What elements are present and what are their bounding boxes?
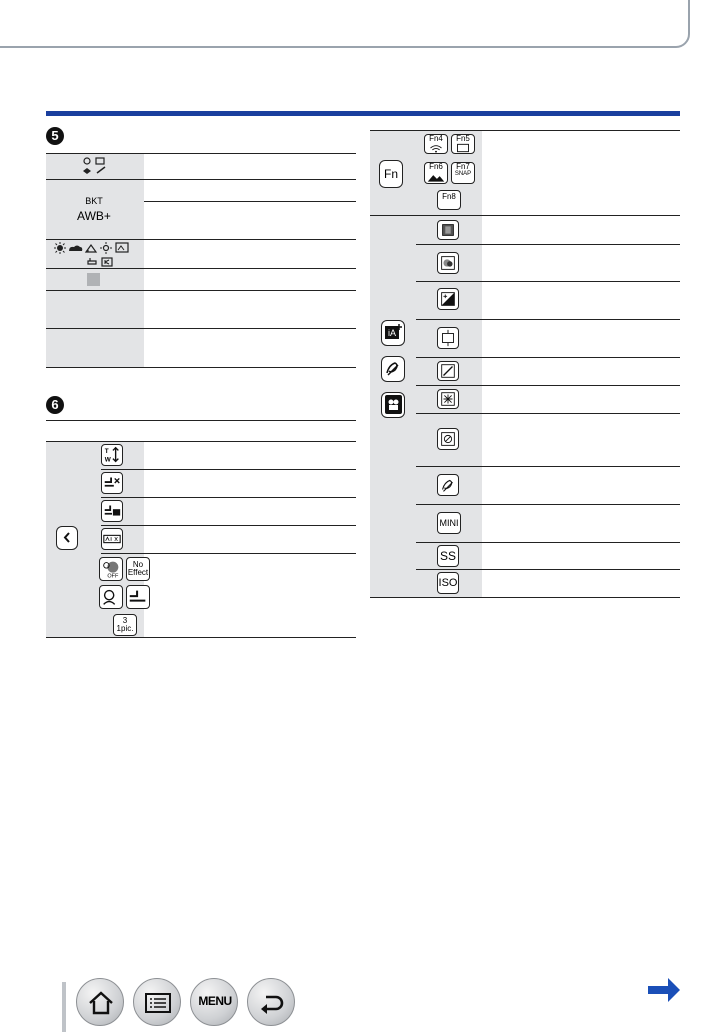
table-rule [370,215,680,216]
contents-button[interactable] [133,978,181,1026]
table-rule [416,542,680,543]
scene-icons [78,156,112,178]
table-rule [416,281,680,282]
white-balance-icons [52,242,138,268]
section-6-marker: 6 [46,396,64,414]
left-arrow-button[interactable] [56,526,78,550]
one-pic-top: 3 [122,616,128,625]
fn6-label: Fn6 [429,162,443,171]
table-rule [46,420,356,421]
section-rule [46,111,680,116]
one-pic-bottom: 1pic. [116,624,134,633]
one-pic-icon [113,614,137,636]
fn8-icon[interactable] [437,190,461,210]
section-5-marker: 5 [46,127,64,145]
table-rule [101,525,356,526]
back-button[interactable] [247,978,295,1026]
monochrome-frame-icon [437,220,459,240]
table-rule [416,319,680,320]
fn4-wifi-icon[interactable] [424,134,448,154]
filter-off-icon [99,557,123,581]
table-rule [46,367,356,368]
table-rule [46,637,356,638]
table-rule [101,469,356,470]
mini-icon: MINI [437,512,461,534]
list-icon [143,988,173,1018]
svg-text:W: W [104,456,111,464]
fn7-label: Fn7 [456,162,470,171]
home-icon [86,988,116,1018]
creative-brush-icon [437,474,459,496]
svg-text:T: T [104,448,109,456]
table-rule [416,569,680,570]
zoom-tw-icon [101,444,123,466]
table-rule [416,413,680,414]
fn4-label: Fn4 [429,134,443,143]
no-effect-icon [126,557,150,581]
table-rule [416,504,680,505]
table-rule [46,239,356,240]
table-rule [416,244,680,245]
defocus-icon [437,327,459,349]
awb-label: AWB+ [77,209,111,223]
table-rule [46,290,356,291]
shutter-speed-icon: SS [437,545,459,567]
fn5-label: Fn5 [456,134,470,143]
svg-text:OFF: OFF [107,573,119,580]
toy-effect-icon [437,428,459,450]
face-shutter-icon [99,585,123,609]
fn5-icon[interactable] [451,134,475,154]
footer-divider [62,982,66,1032]
intelligent-auto-plus-icon[interactable] [381,320,405,346]
ae-shutter-icon [101,500,123,522]
table-rule [416,357,680,358]
table-rule [46,179,356,180]
table-rule [370,597,680,598]
no-effect-line2: Effect [127,568,149,577]
table-rule [101,497,356,498]
fn7-snap-icon[interactable] [451,162,475,184]
fn-button[interactable]: Fn [379,160,403,188]
menu-button[interactable] [190,978,238,1026]
shutter-icon [126,585,150,609]
sparkle-icon [437,389,459,409]
snap-label: SNAP [454,171,472,177]
brightness-icon [437,361,459,381]
return-icon [257,988,287,1018]
home-button[interactable] [76,978,124,1026]
menu-label: MENU [198,994,232,1008]
bkt-label: BKT [85,196,103,206]
no-effect-line1: No [132,560,144,569]
table-rule [101,553,356,554]
table-rule [46,328,356,329]
creative-control-icon[interactable] [381,356,405,382]
next-page-arrow[interactable] [646,976,682,1004]
shutter-off-icon [101,472,123,494]
af-ae-lock-icon [101,528,123,550]
colors-icon [437,252,459,274]
fn8-label: Fn8 [442,192,456,201]
iso-icon: ISO [437,572,459,594]
color-swatch [87,273,100,286]
fn6-icon[interactable] [424,162,448,184]
table-rule [144,201,356,202]
svg-text:iA: iA [387,328,396,338]
header-frame [0,0,690,48]
exposure-icon [437,288,459,310]
table-rule [416,466,680,467]
movie-mode-icon[interactable] [381,392,405,418]
arrow-right-icon [646,976,682,1004]
table-rule [416,385,680,386]
table-rule [46,268,356,269]
